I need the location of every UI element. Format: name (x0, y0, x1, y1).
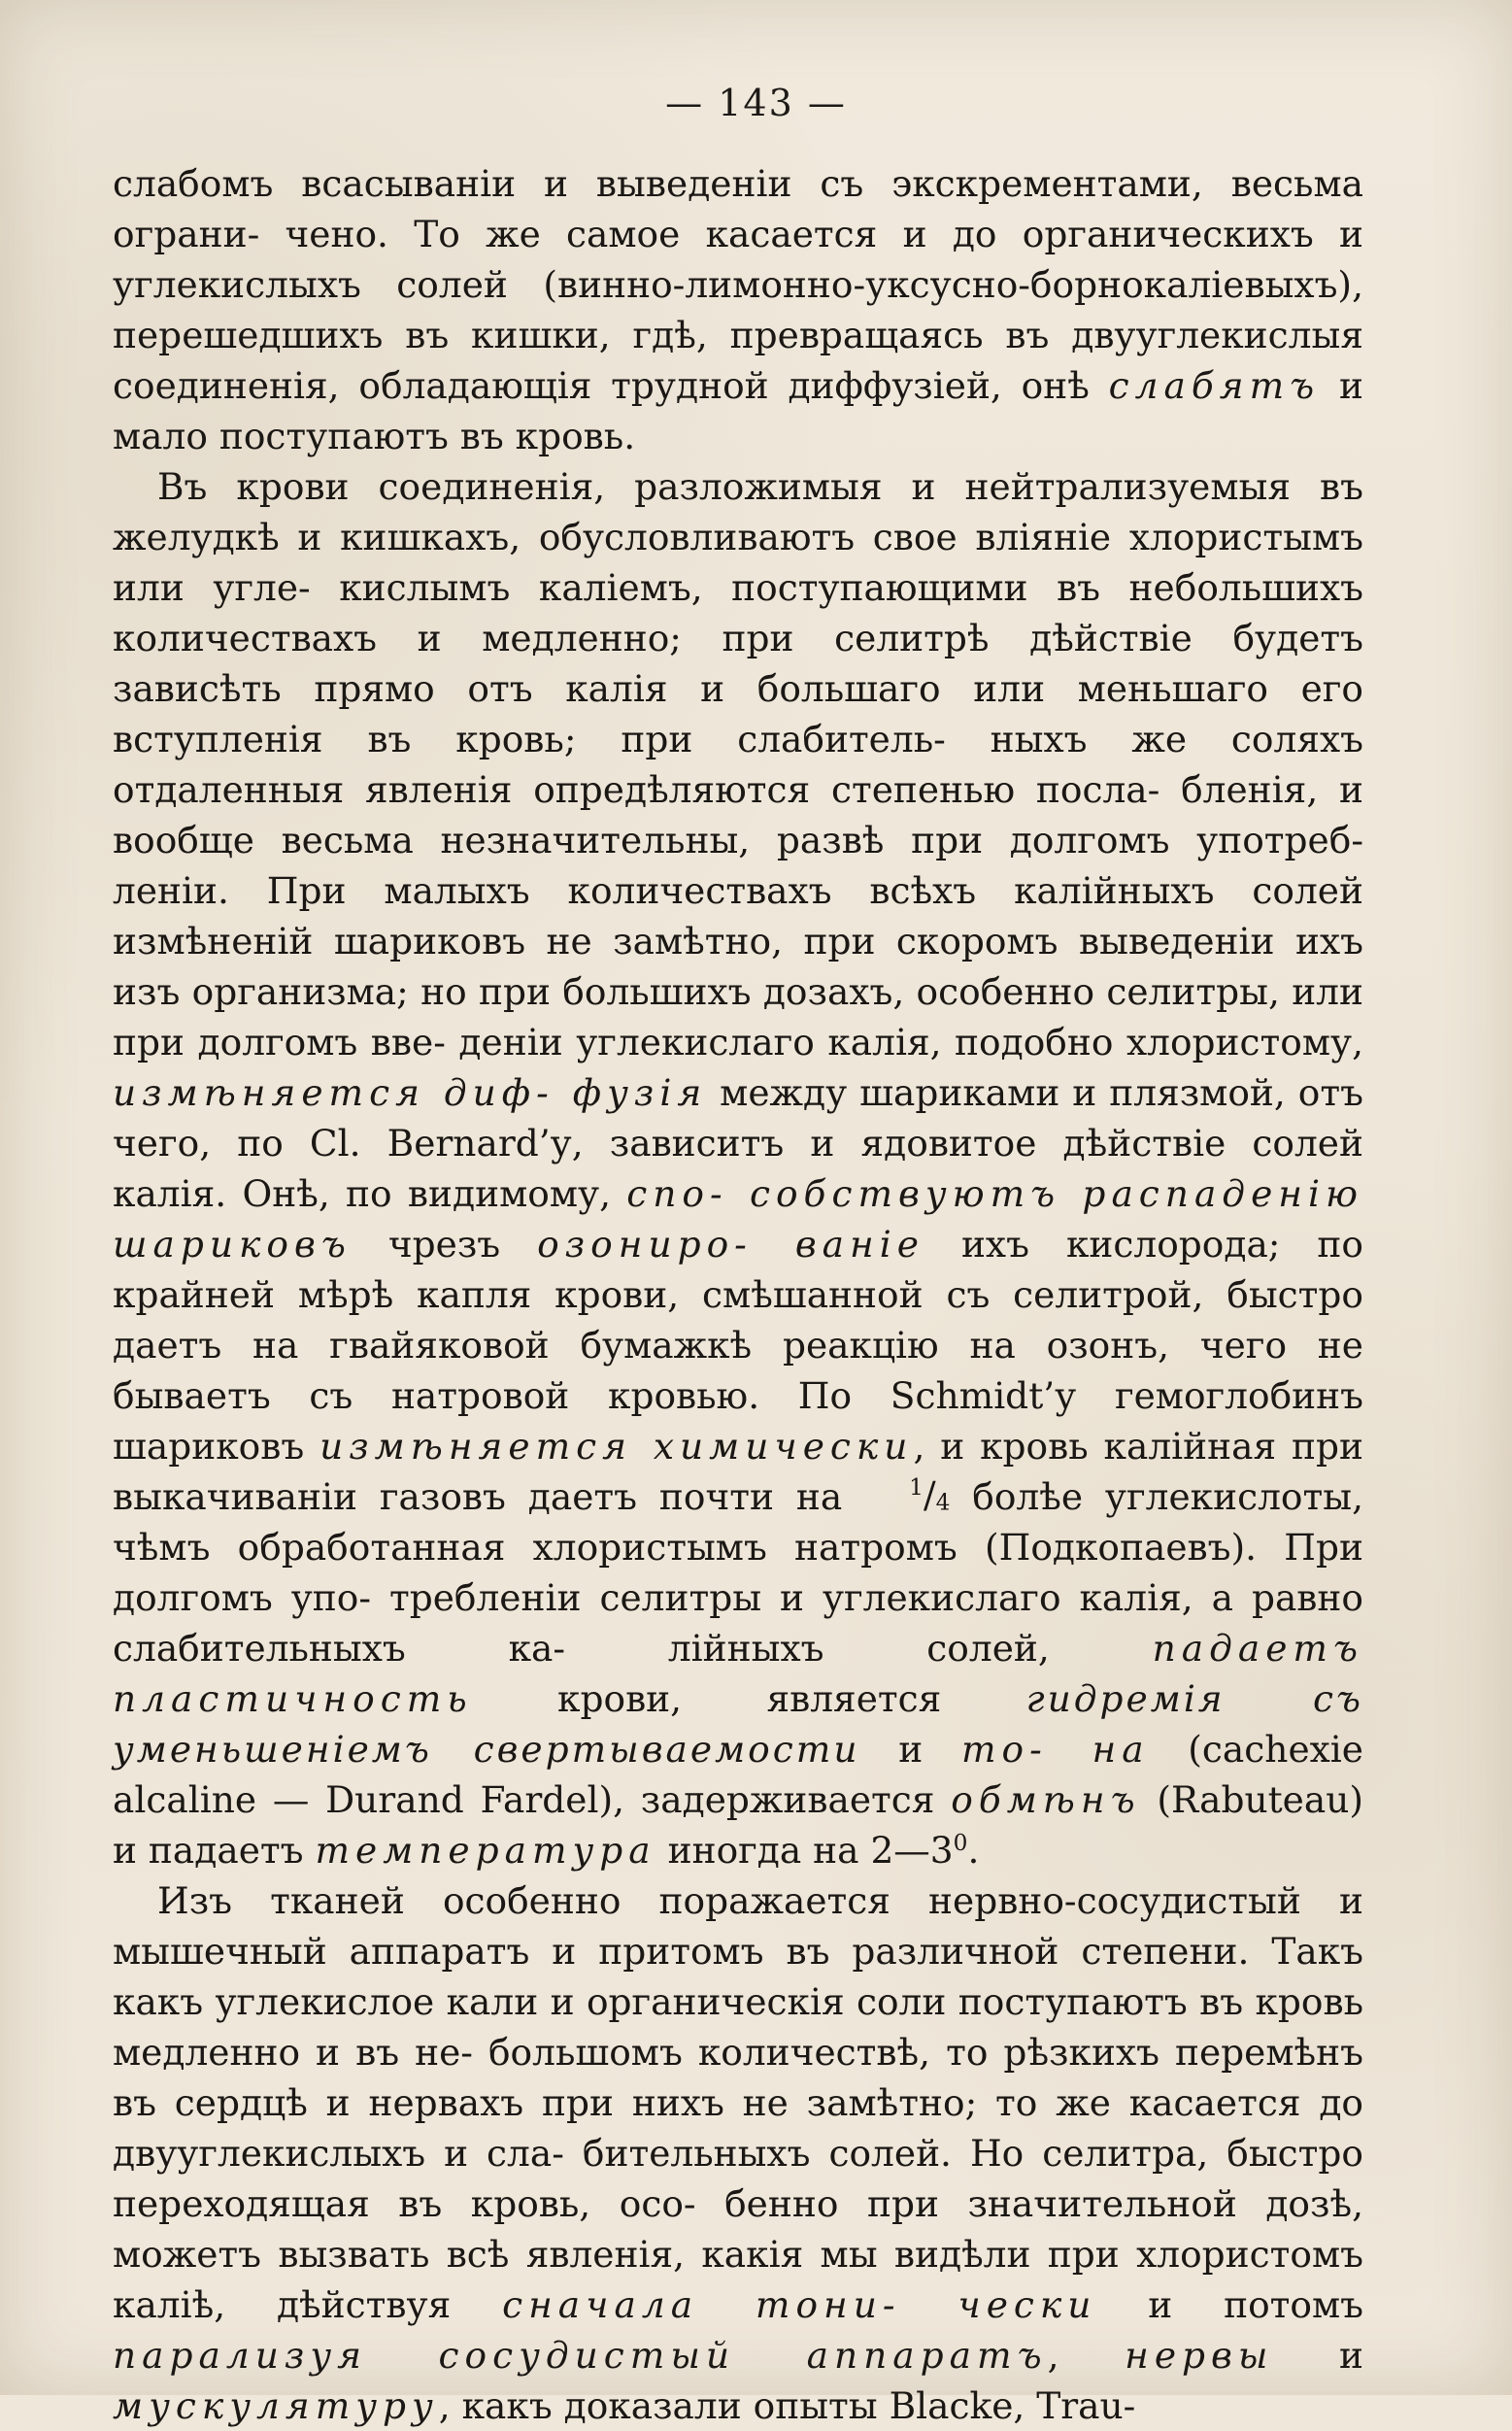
paragraph-1-text-part-1: слабомъ всасываніи и выведеніи съ экскрементами, весьма ограни- чено. То же самое касается и до органическихъ и углекислыхъ солей (винно-лимонно-уксусно-борнокаліевыхъ), перешедшихъ въ кишки, гдѣ, превращаясь въ двууглекислыя соединенія, обладающія трудной диффузіей, онѣ (113, 162, 1363, 407)
fraction-denominator: 4 (935, 1489, 951, 1516)
paragraph-3-emphasis-2: парализуя сосудистый аппаратъ (113, 2334, 1048, 2377)
paragraph-3-text-part-1: Изъ тканей особенно поражается нервно-сосудистый и мышечный аппаратъ и притомъ въ различной степени. Такъ какъ углекислое кали и органическія соли поступаютъ въ кровь медленно и въ не- большомъ количествѣ, то рѣзкихъ перемѣнъ въ сердцѣ и нервахъ при нихъ не замѣтно; то же касается до двууглекислыхъ и сла- бительныхъ солей. Но селитра, быстро переходящая въ кровь, осо- бенно при значительной дозѣ, можетъ вызвать всѣ явленія, какія мы видѣли при хлористомъ каліѣ, дѣйствуя (113, 1879, 1363, 2326)
paragraph-1 (113, 158, 1363, 461)
paragraph-2-text-part-3: чрезъ (351, 1223, 538, 1266)
fraction-one-quarter: $^1$/4 (909, 1473, 951, 1516)
fraction-numerator: 1 (909, 1474, 924, 1502)
paragraph-2-text-part-10: (Rabuteau) и падаетъ (113, 1778, 1364, 1872)
paragraph-2-emphasis-2: спо- собствуютъ распаденію шариковъ (113, 1172, 1363, 1266)
paragraph-2 (113, 461, 1363, 1875)
paragraph-2-text-part-8: и (859, 1728, 961, 1771)
main-text-block (113, 158, 1363, 2431)
paragraph-2-emphasis-8: обмѣнъ (951, 1778, 1141, 1821)
paragraph-3-emphasis-4: мускулятуру (113, 2384, 439, 2427)
page-number: — 143 — (665, 82, 847, 124)
paragraph-3-emphasis-3: нервы (1125, 2334, 1274, 2377)
paragraph-2-emphasis-9: температура (315, 1829, 656, 1872)
paragraph-1-text-part-2: и мало поступаютъ въ кровь. (113, 364, 1363, 457)
paragraph-1-emphasis-1: слабятъ (1108, 364, 1321, 407)
paragraph-2-emphasis-1: измѣняется диф- фузія (113, 1071, 708, 1114)
paragraph-3-text-part-2: и потомъ (1096, 2283, 1363, 2326)
paragraph-2-text-part-9: (cachexie alcaline — Durand Fardel), задерживается (113, 1728, 1363, 1821)
paragraph-2-emphasis-3: озониро- ваніе (537, 1223, 924, 1266)
paragraph-2-text-part-5: , и кровь калійная при выкачиваніи газовъ даетъ почти на (113, 1425, 1363, 1518)
paragraph-2-text-part-12: . (967, 1829, 980, 1872)
paragraph-3-text-part-5: , какъ доказали опыты Blacke, Trau- (438, 2384, 1136, 2427)
paragraph-2-text-part-7: крови, является (472, 1677, 1026, 1720)
paragraph-2-emphasis-6: гидремія съ уменьшеніемъ свертываемости (113, 1677, 1363, 1771)
paragraph-2-text-part-11: иногда на 2—3 (655, 1829, 954, 1872)
degree-symbol: 0 (953, 1830, 968, 1857)
paragraph-3-text-part-3: , (1047, 2334, 1126, 2377)
paragraph-2-text-part-2: между шариками и плязмой, отъ чего, по Cl. Bernard’у, зависитъ и ядовитое дѣйствіе солей калія. Онѣ, по видимому, (113, 1071, 1363, 1215)
paragraph-2-text-part-6: болѣе углекислоты, чѣмъ обработанная хлористымъ натромъ (Подкопаевъ). При долгомъ упо- требленіи селитры и углекислаго калія, а равно слабительныхъ ка- лійныхъ солей, (113, 1475, 1364, 1670)
paragraph-3-text-part-4: и (1273, 2334, 1364, 2377)
paragraph-2-emphasis-7: то- на (960, 1728, 1150, 1771)
paragraph-3-emphasis-1: сначала тони- чески (502, 2283, 1097, 2326)
paragraph-2-text-part-4: ихъ кислорода; по крайней мѣрѣ капля крови, смѣшанной съ селитрой, быстро даетъ на гвайяковой бумажкѣ реакцію на озонъ, чего не бываетъ съ натровой кровью. По Schmidt’у гемоглобинъ шариковъ (113, 1223, 1364, 1468)
paragraph-3 (113, 1875, 1363, 2431)
paragraph-2-emphasis-5: падаетъ пластичность (113, 1627, 1363, 1720)
paragraph-2-text-part-1: Въ крови соединенія, разложимыя и нейтрализуемыя въ желудкѣ и кишкахъ, обусловливаютъ свое вліяніе хлористымъ или угле- кислымъ каліемъ, поступающими въ небольшихъ количествахъ и медленно; при селитрѣ дѣйствіе будетъ зависѣть прямо отъ калія и большаго или меньшаго его вступленія въ кровь; при слабитель- ныхъ же соляхъ отдаленныя явленія опредѣляются степенью посла- бленія, и вообще весьма незначительны, развѣ при долгомъ употреб- леніи. При малыхъ количествахъ всѣхъ калійныхъ солей измѣненій шариковъ не замѣтно, при скоромъ выведеніи ихъ изъ организма; но при большихъ дозахъ, особенно селитры, или при долгомъ вве- деніи углекислаго калія, подобно хлористому, (113, 465, 1363, 1064)
paragraph-2-emphasis-4: измѣняется химически (319, 1425, 914, 1468)
